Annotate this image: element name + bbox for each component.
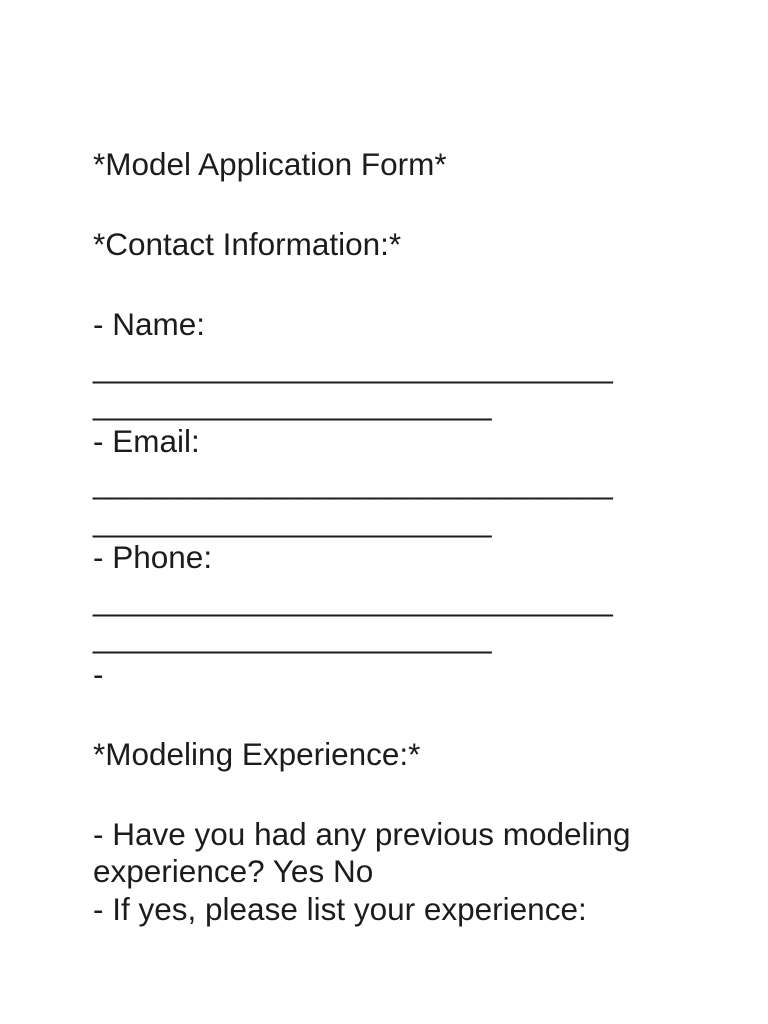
email-field-blank-line-2[interactable]: _______________________ [93,501,492,538]
spacer [93,264,693,307]
name-field-blank-line-1[interactable]: ______________________________ [93,347,613,384]
email-field-blank-line-1[interactable]: ______________________________ [93,464,613,500]
trailing-dash: - [93,655,104,692]
name-field-blank-line-2[interactable]: _______________________ [93,385,492,421]
spacer [93,693,693,736]
form-title: *Model Application Form* [93,146,447,182]
modeling-experience-heading: *Modeling Experience:* [93,735,421,772]
email-field-label: - Email: [93,422,200,459]
contact-information-heading: *Contact Information:* [93,226,402,262]
spacer [93,773,693,816]
previous-experience-question: - Have you had any previous modeling experience? Yes No [93,815,631,889]
phone-field-blank-line-1[interactable]: ______________________________ [93,580,613,617]
application-form-document [93,146,693,928]
spacer [93,184,693,227]
list-experience-prompt: - If yes, please list your experience: [93,890,587,927]
name-field-label: - Name: [93,306,206,342]
phone-field-blank-line-2[interactable]: _______________________ [93,618,492,654]
phone-field-label: - Phone: [93,539,213,575]
